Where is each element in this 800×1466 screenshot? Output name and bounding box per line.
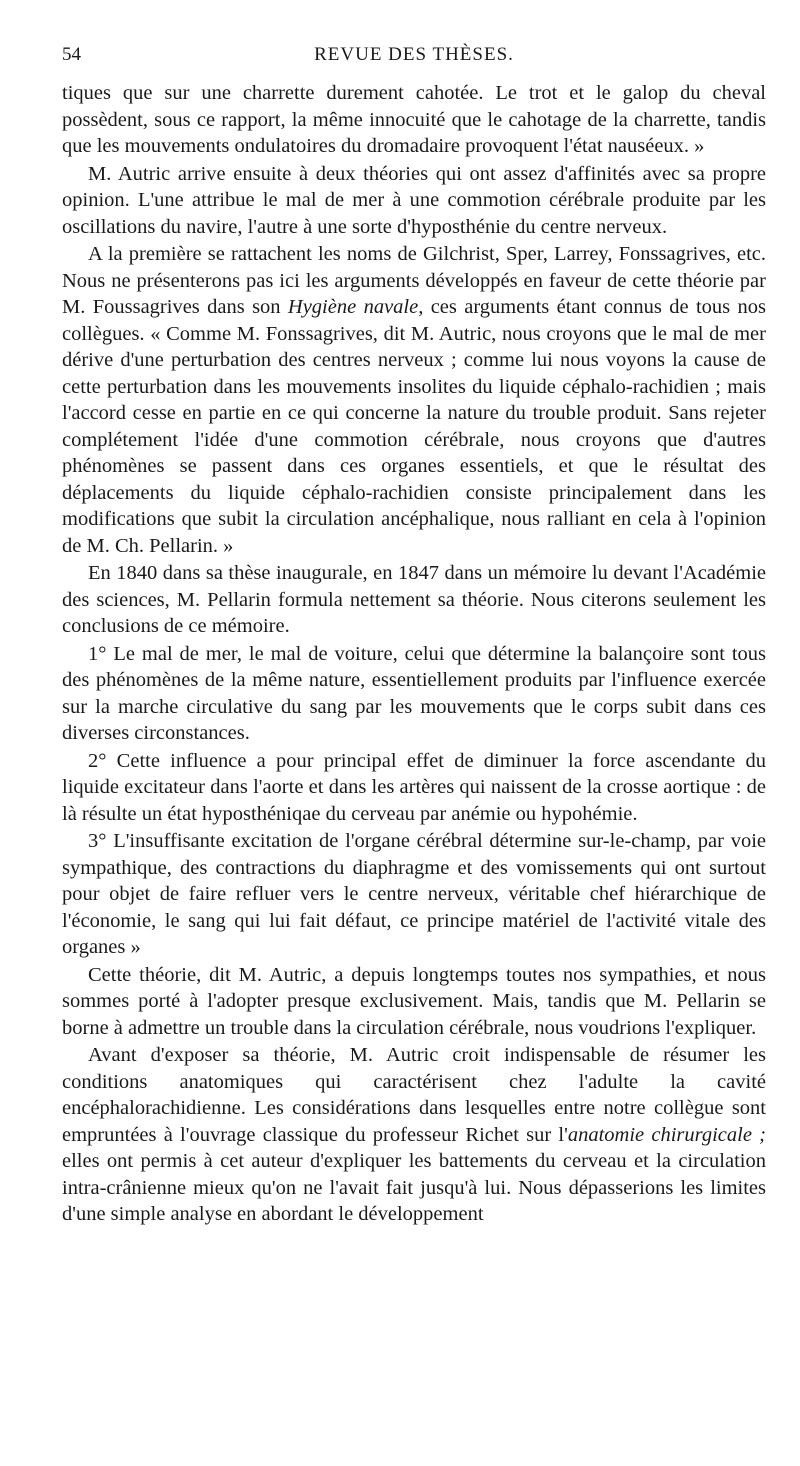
paragraph-9-text-b: elles ont permis à cet auteur d'expliquer les battements du cerveau et la circulation intra-crânienne mieux qu'on ne l'avait fait jusqu'à lui. Nous dépasserions les limites d'une simple analyse en abordant le développement — [62, 1150, 766, 1225]
paragraph-9-text-a: Avant d'exposer sa théorie, M. Autric croit indispensable de résumer les conditions anatomiques qui caractérisent chez l'adulte la cavité encéphalorachidienne. Les considérations dans lesquelles entre notre collègue sont empruntées à l'ouvrage classique du professeur Richet sur l' — [62, 1044, 766, 1146]
page-number: 54 — [62, 44, 81, 65]
book-title-anatomie-chirurgicale: anatomie chirurgicale ; — [567, 1123, 766, 1146]
conclusion-1-text: 1° Le mal de mer, le mal de voiture, celui que détermine la balançoire sont tous des phénomènes de la même nature, essentiellement produits par l'influence exercée sur la marche circulative du sang par les mouvements que le corps subit dans ces diverses circonstances. — [62, 642, 766, 744]
book-title-hygiene-navale: Hygiène navale, — [287, 296, 424, 318]
page — [62, 40, 766, 1228]
conclusion-2 — [62, 748, 766, 828]
journal-title: REVUE DES THÈSES. — [314, 44, 514, 65]
paragraph-4 — [62, 560, 766, 640]
running-head — [62, 40, 766, 80]
paragraph-3 — [62, 241, 766, 559]
paragraph-3-text-a: A la première se rattachent les noms de Gilchrist, Sper, Larrey, Fonssagrives, etc. Nous ne présenterons pas ici les arguments développés en faveur de cette théorie par M. Foussagrives dans son — [62, 243, 766, 318]
paragraph-1 — [62, 80, 766, 160]
conclusion-1 — [62, 641, 766, 747]
paragraph-9 — [62, 1042, 766, 1228]
conclusion-3-text: 3° L'insuffisante excitation de l'organe cérébral détermine sur-le-champ, par voie sympathique, des contractions du diaphragme et des vomissements qui ont surtout pour objet de faire refluer vers le centre nerveux, véritable chef hiérarchique de l'économie, le sang qui lui fait défaut, ce principe matériel de l'activité vitale des organes » — [62, 830, 766, 958]
paragraph-8 — [62, 962, 766, 1042]
body-text — [62, 80, 766, 1228]
paragraph-2-text: M. Autric arrive ensuite à deux théories qui ont assez d'affinités avec sa propre opinion. L'une attribue le mal de mer à une commotion cérébrale produite par les oscillations du navire, l'autre à une sorte d'hyposthénie du centre nerveux. — [62, 162, 766, 238]
conclusion-3 — [62, 828, 766, 961]
paragraph-2 — [62, 161, 766, 241]
paragraph-4-text: En 1840 dans sa thèse inaugurale, en 1847 dans un mémoire lu devant l'Académie des sciences, M. Pellarin formula nettement sa théorie. Nous citerons seulement les conclusions de ce mémoire. — [62, 562, 766, 637]
conclusion-2-text: 2° Cette influence a pour principal effet de diminuer la force ascendante du liquide excitateur dans l'aorte et dans les artères qui naissent de la crosse aortique : de là résulte un état hyposthéniqae du cerveau par anémie ou hypohémie. — [62, 749, 766, 825]
paragraph-1-text: tiques que sur une charrette durement cahotée. Le trot et le galop du cheval possèdent, sous ce rapport, la même innocuité que le cahotage de la charrette, tandis que les mouvements ondulatoires du dromadaire provoquent l'état nauséeux. » — [62, 82, 766, 157]
paragraph-8-text: Cette théorie, dit M. Autric, a depuis longtemps toutes nos sympathies, et nous sommes porté à l'adopter presque exclusivement. Mais, tandis que M. Pellarin se borne à admettre un trouble dans la circulation cérébrale, nous voudrions l'expliquer. — [62, 963, 766, 1039]
paragraph-3-text-b: ces arguments étant connus de tous nos collègues. « Comme M. Fonssagrives, dit M. Autric, nous croyons que le mal de mer dérive d'une perturbation des centres nerveux ; comme lui nous voyons la cause de cette perturbation dans les mouvements insolites du liquide céphalo-rachidien ; mais l'accord cesse en partie en ce qui concerne la nature du trouble produit. Sans rejeter complétement l'idée d'une commotion cérébrale, nous croyons que d'autres phénomènes se passent dans ces organes essentiels, et que le résultat des déplacements du liquide céphalo-rachidien consiste principalement dans les modifications que subit la circulation ancéphalique, nous ralliant en cela à l'opinion de M. Ch. Pellarin. » — [62, 296, 766, 557]
